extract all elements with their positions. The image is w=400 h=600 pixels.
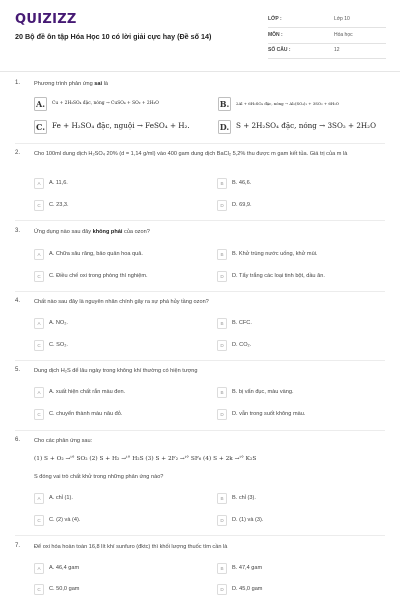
question-text: Dung dịch H₂S để lâu ngày trong không khí thường có hiện tượng xyxy=(34,368,198,374)
option-letter-box: D xyxy=(217,340,227,351)
option-letter-box: C xyxy=(34,271,44,282)
option-a[interactable] xyxy=(34,96,214,112)
option-a[interactable] xyxy=(34,493,204,505)
option-text: C. 23,3. xyxy=(49,201,69,208)
question-subtext: S đóng vai trò chất khử trong những phản ứng nào? xyxy=(34,474,164,480)
option-letter-box: D xyxy=(217,409,227,420)
option-text: B. chỉ (3). xyxy=(232,494,256,501)
option-a[interactable] xyxy=(34,563,204,575)
question-text: Ứng dụng nào sau đây không phải của ozon? xyxy=(34,229,150,235)
meta-value: Hóa học xyxy=(334,32,353,38)
question-number: 7. xyxy=(15,543,21,549)
document-header xyxy=(0,0,400,72)
option-d[interactable] xyxy=(217,200,387,212)
emphasis-text: sai xyxy=(94,81,103,87)
reaction-equations: (1) S + O₂ →ᵗ° SO₂ (2) S + H₂ →ᵗ° H₂S (3) S + 2F₂ →ᵗ° SF₆ (4) S + 2k →ᵗ° K₂S xyxy=(34,456,257,462)
option-b[interactable] xyxy=(217,178,387,190)
option-text: D. CO₂. xyxy=(232,341,252,348)
option-d[interactable] xyxy=(218,119,393,135)
option-letter-box: A xyxy=(34,563,44,574)
option-letter-box: C xyxy=(34,340,44,351)
option-a[interactable] xyxy=(34,178,204,190)
meta-value: Lớp 10 xyxy=(334,16,350,22)
option-d[interactable] xyxy=(217,340,387,352)
option-letter-box: C xyxy=(34,409,44,420)
question-divider xyxy=(15,535,385,536)
option-text: D. 69,9. xyxy=(232,201,252,208)
option-c[interactable] xyxy=(34,119,214,135)
option-letter-box: A. xyxy=(36,99,45,109)
meta-label: LỚP : xyxy=(268,16,282,22)
option-a[interactable] xyxy=(34,318,204,330)
option-text: Cu + 2H₂SO₄ đặc, nóng → CuSO₄ + SO₂ + 2H₂O xyxy=(52,100,159,106)
option-letter-box: D xyxy=(217,200,227,211)
option-d[interactable] xyxy=(217,515,387,527)
option-text: D. vẫn trong suốt không màu. xyxy=(232,410,306,417)
option-letter-box: D. xyxy=(219,122,230,132)
option-text: B. CFC. xyxy=(232,319,252,326)
option-text: C. (2) và (4). xyxy=(49,516,81,523)
meta-value: 12 xyxy=(334,47,340,53)
option-c[interactable] xyxy=(34,271,204,283)
meta-label: MÔN : xyxy=(268,32,283,38)
question-text: Phương trình phản ứng sai là xyxy=(34,81,108,87)
meta-label: SỐ CÂU : xyxy=(268,47,291,53)
option-c[interactable] xyxy=(34,200,204,212)
option-text: D. 45,0 gam xyxy=(232,585,263,592)
option-a[interactable] xyxy=(34,387,204,399)
option-letter-box: B xyxy=(217,249,227,260)
question-number: 4. xyxy=(15,298,21,304)
question-number: 2. xyxy=(15,150,21,156)
option-text: C. Điều chế oxi trong phòng thí nghiệm. xyxy=(49,272,148,279)
option-letter-box: D xyxy=(217,515,227,526)
option-letter-box: A xyxy=(34,249,44,260)
question-number: 5. xyxy=(15,367,21,373)
meta-row-grade xyxy=(268,14,386,28)
option-b[interactable] xyxy=(217,493,387,505)
option-c[interactable] xyxy=(34,340,204,352)
option-letter-box: B xyxy=(217,563,227,574)
question-divider xyxy=(15,360,385,361)
question-divider xyxy=(15,220,385,221)
meta-row-subject xyxy=(268,30,386,44)
option-text: B. bị vẩn đục, màu vàng. xyxy=(232,388,294,395)
option-d[interactable] xyxy=(217,271,387,283)
option-letter-box: B xyxy=(217,387,227,398)
option-letter-box: D xyxy=(217,271,227,282)
option-text: B. 46,6. xyxy=(232,179,252,186)
option-letter-box: B xyxy=(217,318,227,329)
option-b[interactable] xyxy=(218,96,393,112)
option-letter-box: C xyxy=(34,515,44,526)
question-text: Để oxi hóa hoàn toàn 16,8 lít khí sunfuro (đktc) thì khối lượng thuốc tím cần là xyxy=(34,544,228,550)
document-title: 20 Bộ đề ôn tập Hóa Học 10 có lời giải cực hay (Đề số 14) xyxy=(15,32,212,41)
option-text: A. 46,4 gam xyxy=(49,564,80,571)
option-text: C. chuyển thành màu nâu đỏ. xyxy=(49,410,123,417)
question-text: Cho 100ml dung dịch H₂SO₄ 20% (d = 1,14 g/ml) vào 400 gam dung dịch BaCl₂ 5,2% thu được m gam kết tủa. Giá trị của m là xyxy=(34,151,348,157)
question-divider xyxy=(15,143,385,144)
option-text: 2Al + 6H₂SO₄ đặc, nóng → Al₂(SO₄)₃ + 3SO₂ + 6H₂O xyxy=(236,100,339,106)
option-text: D. (1) và (3). xyxy=(232,516,264,523)
option-letter-box: B xyxy=(217,493,227,504)
question-number: 1. xyxy=(15,80,21,86)
option-letter-box: A xyxy=(34,178,44,189)
option-letter-box: C. xyxy=(35,122,45,132)
option-letter-box: C xyxy=(34,200,44,211)
option-letter-box: B. xyxy=(219,99,230,109)
option-text: C. 50,0 gam xyxy=(49,585,80,592)
option-text: A. xuất hiện chất rắn màu đen. xyxy=(49,388,126,395)
option-text: D. Tẩy trắng các loại tinh bột, dầu ăn. xyxy=(232,272,325,279)
option-d[interactable] xyxy=(217,584,387,596)
option-text: S + 2H₂SO₄ đặc, nóng → 3SO₂ + 2H₂O xyxy=(236,121,376,130)
question-text: Cho các phản ứng sau: xyxy=(34,438,93,444)
question-number: 6. xyxy=(15,437,21,443)
option-b[interactable] xyxy=(217,249,387,261)
option-text: A. Chữa sâu răng, bảo quản hoa quả. xyxy=(49,250,143,257)
question-number: 3. xyxy=(15,228,21,234)
question-text: Chất nào sau đây là nguyên nhân chính gây ra sự phá hủy tầng ozon? xyxy=(34,299,209,305)
option-c[interactable] xyxy=(34,409,204,421)
question-divider xyxy=(15,291,385,292)
option-c[interactable] xyxy=(34,515,204,527)
option-b[interactable] xyxy=(217,318,387,330)
option-letter-box: D xyxy=(217,584,227,595)
emphasis-text: không phải xyxy=(92,229,123,235)
option-letter-box: A xyxy=(34,318,44,329)
option-a[interactable] xyxy=(34,249,204,261)
option-text: B. 47,4 gam xyxy=(232,564,263,571)
option-text: B. Khử trùng nước uống, khử mùi. xyxy=(232,250,318,257)
option-text: A. NO₂. xyxy=(49,319,68,326)
quizizz-logo: QUIZIZZ xyxy=(15,12,77,27)
option-b[interactable] xyxy=(217,387,387,399)
option-letter-box: C xyxy=(34,584,44,595)
option-text: A. chỉ (1). xyxy=(49,494,73,501)
option-text: Fe + H₂SO₄ đặc, nguội → FeSO₄ + H₂. xyxy=(52,121,190,130)
option-letter-box: A xyxy=(34,493,44,504)
meta-row-count xyxy=(268,45,386,59)
option-letter-box: A xyxy=(34,387,44,398)
question-divider xyxy=(15,430,385,431)
option-letter-box: B xyxy=(217,178,227,189)
option-text: A. 11,6. xyxy=(49,179,68,186)
option-c[interactable] xyxy=(34,584,204,596)
option-b[interactable] xyxy=(217,563,387,575)
option-text: C. SO₂. xyxy=(49,341,68,348)
option-d[interactable] xyxy=(217,409,387,421)
